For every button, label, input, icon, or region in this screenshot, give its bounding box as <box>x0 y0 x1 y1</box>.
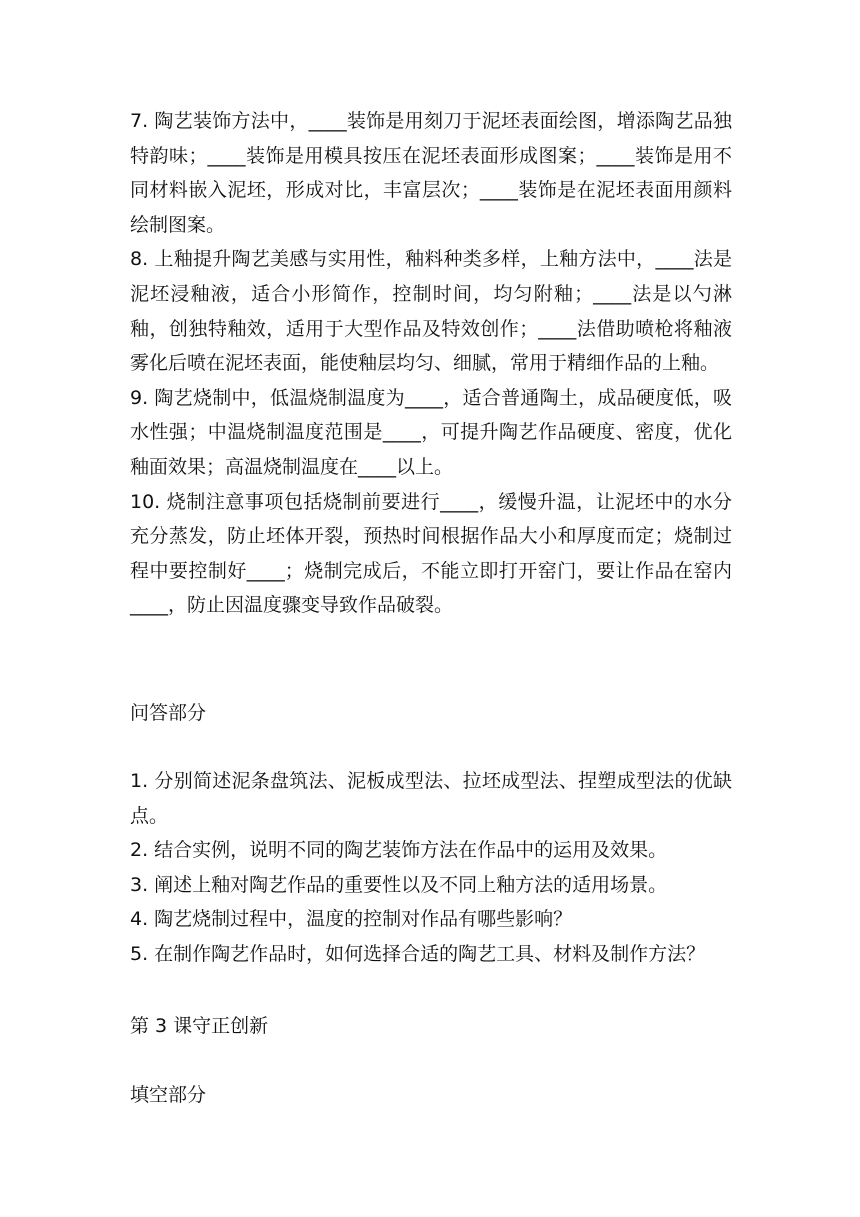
qa-question-5: 5. 在制作陶艺作品时，如何选择合适的陶艺工具、材料及制作方法？ <box>130 942 706 965</box>
qa-questions <box>130 764 732 972</box>
fill-blank-questions-continued <box>130 104 732 623</box>
question-10: 10. 烧制注意事项包括烧制前要进行____，缓慢升温，让泥坯中的水分充分蒸发，防止坯体开裂，预热时间根据作品大小和厚度而定；烧制过程中要控制好____；烧制完成后，不能立即打开窑门，要让作品在窑内____，防止因温度骤变导致作品破裂。 <box>130 490 732 617</box>
question-7: 7. 陶艺装饰方法中，____装饰是用刻刀于泥坯表面绘图，增添陶艺品独特韵味；____装饰是用模具按压在泥坯表面形成图案；____装饰是用不同材料嵌入泥坯，形成对比，丰富层次；____装饰是在泥坯表面用颜料绘制图案。 <box>130 110 732 236</box>
qa-question-2: 2. 结合实例，说明不同的陶艺装饰方法在作品中的运用及效果。 <box>130 839 668 862</box>
question-8: 8. 上釉提升陶艺美感与实用性，釉料种类多样，上釉方法中，____法是泥坯浸釉液，适合小形简作，控制时间，均匀附釉；____法是以勺淋釉，创独特釉效，适用于大型作品及特效创作；____法借助喷枪将釉液雾化后喷在泥坯表面，能使釉层均匀、细腻，常用于精细作品的上釉。 <box>130 248 732 375</box>
qa-question-3: 3. 阐述上釉对陶艺作品的重要性以及不同上釉方法的适用场景。 <box>130 873 668 896</box>
lesson-title: 第 3 课守正创新 <box>130 1015 269 1037</box>
fill-blank-section-heading: 填空部分 <box>130 1084 207 1106</box>
qa-question-1: 1. 分别简述泥条盘筑法、泥板成型法、拉坯成型法、捏塑成型法的优缺点。 <box>130 770 732 827</box>
qa-section-heading: 问答部分 <box>130 702 207 724</box>
qa-question-4: 4. 陶艺烧制过程中，温度的控制对作品有哪些影响？ <box>130 908 573 931</box>
question-9: 9. 陶艺烧制中，低温烧制温度为____，适合普通陶土，成品硬度低，吸水性强；中温烧制温度范围是____，可提升陶艺作品硬度、密度，优化釉面效果；高温烧制温度在____以上。 <box>130 386 732 478</box>
